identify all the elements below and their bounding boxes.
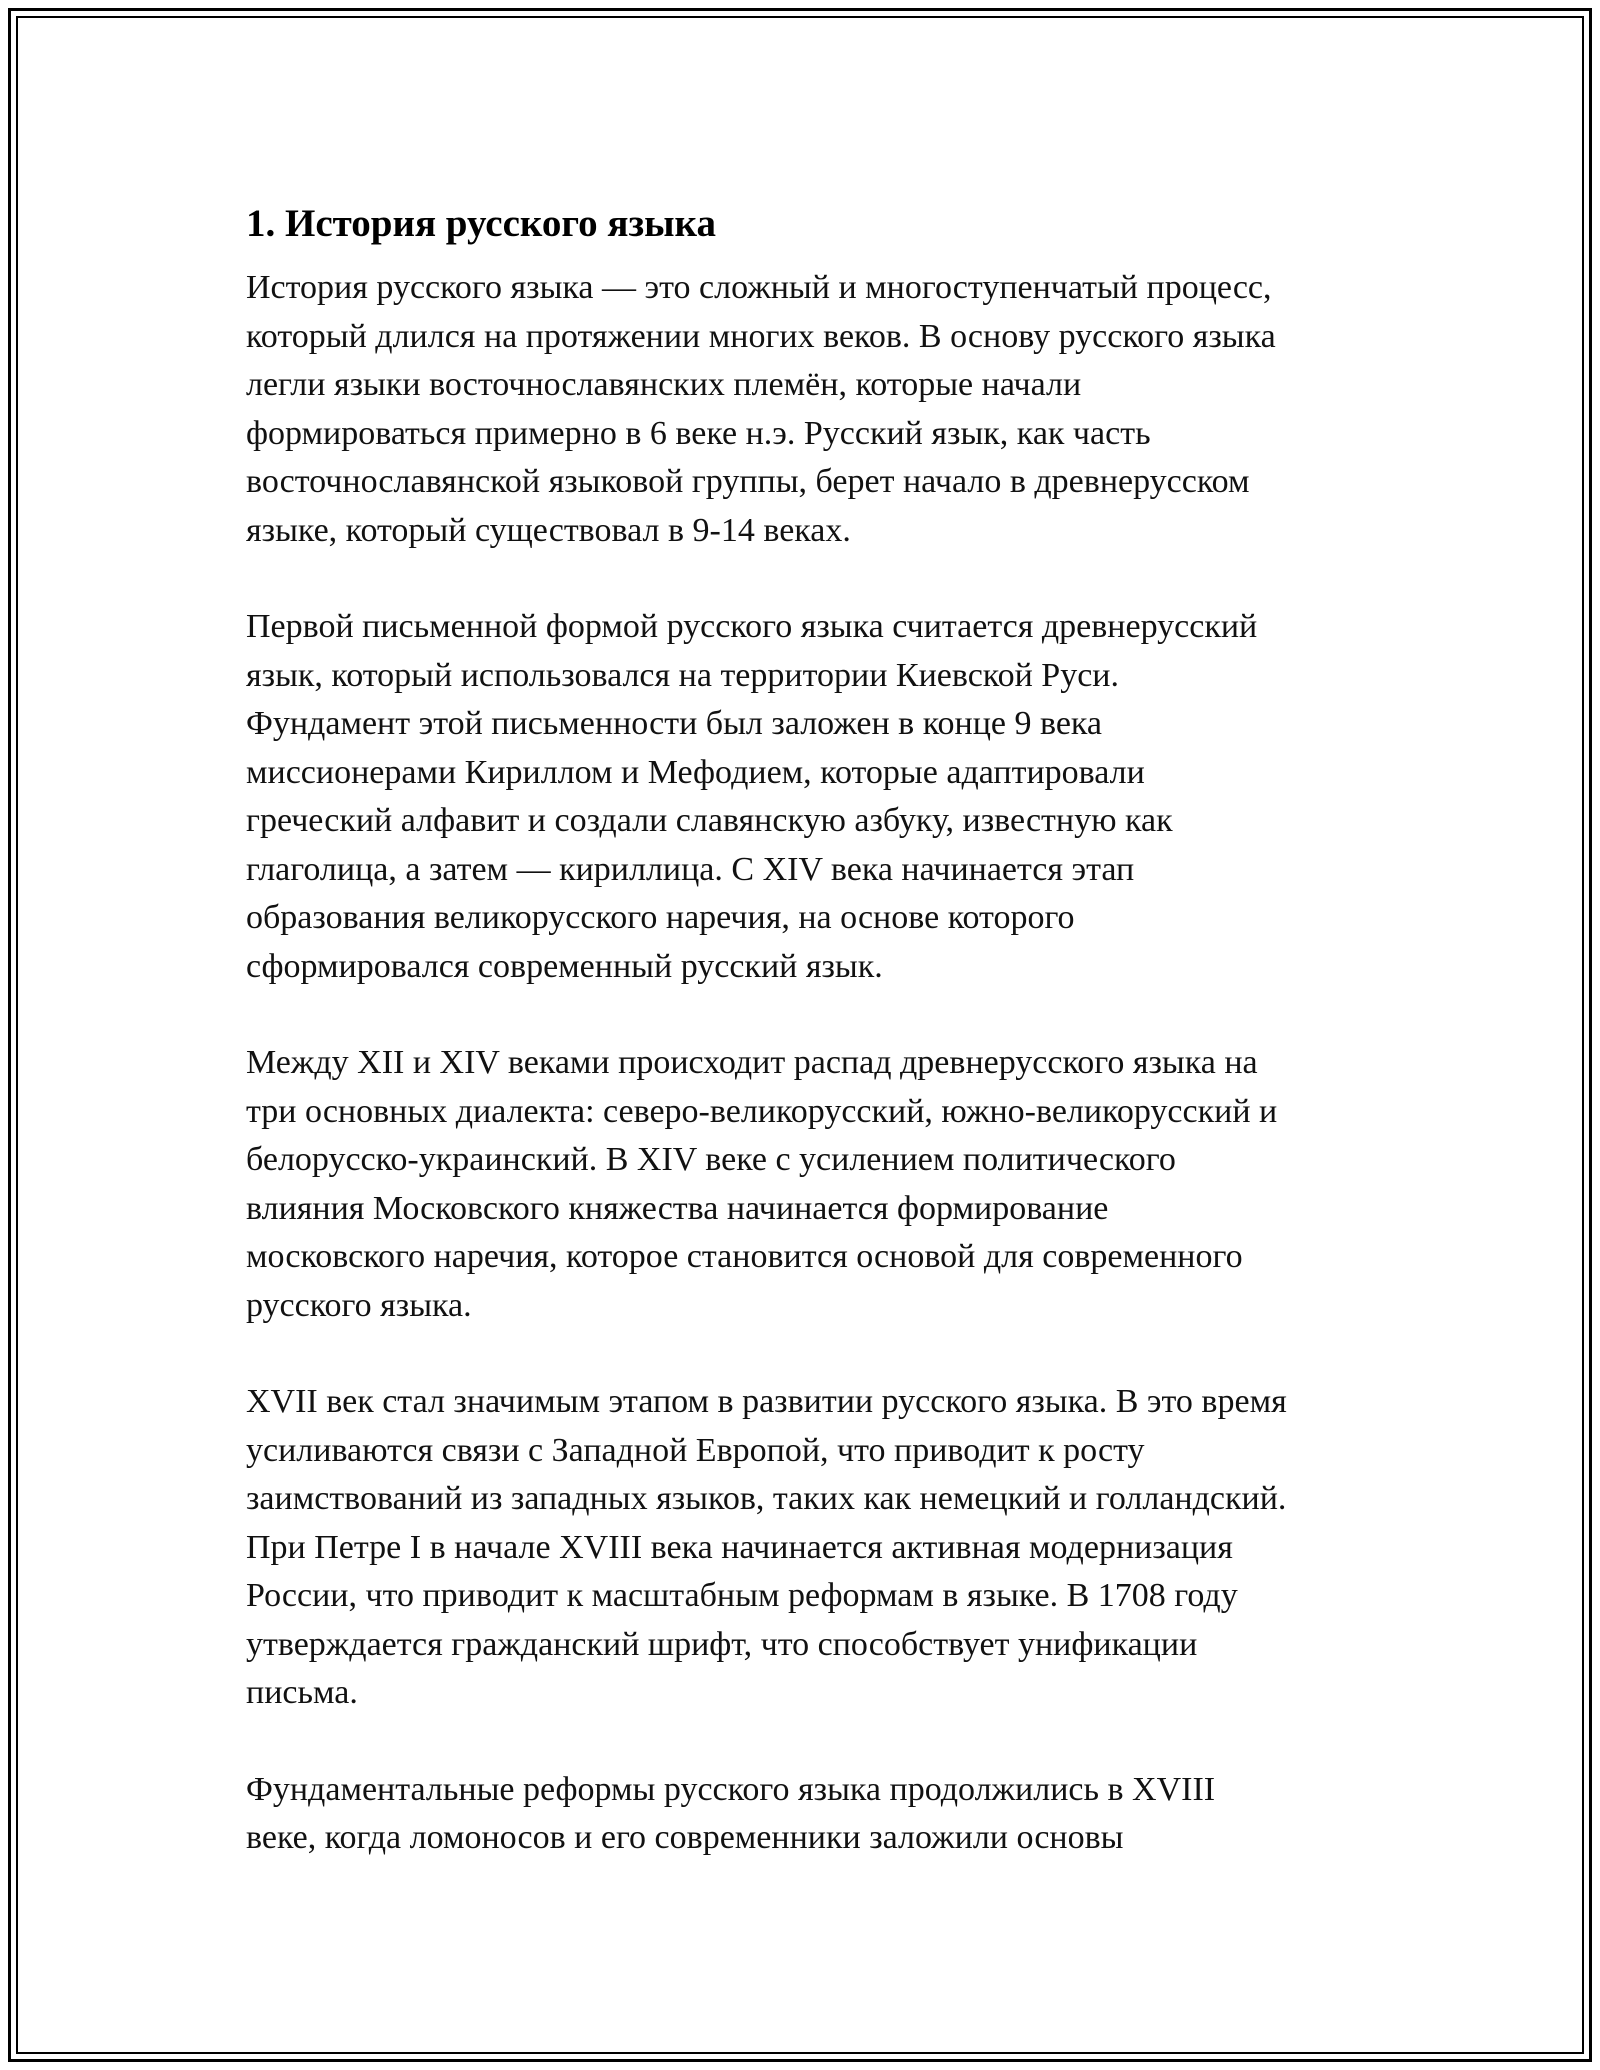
- document-body: [246, 196, 1406, 1911]
- paragraph-4: [246, 1378, 1406, 1718]
- text-line: который длился на протяжении многих веков. В основу русского языка: [246, 317, 1276, 355]
- paragraph-3: [246, 1039, 1406, 1330]
- text-line: веке, когда ломоносов и его современники заложили основы: [246, 1819, 1124, 1856]
- text-line: заимствований из западных языков, таких как немецкий и голландский.: [246, 1480, 1287, 1517]
- text-line: греческий алфавит и создали славянскую азбуку, известную как: [246, 802, 1173, 839]
- text-line: утверждается гражданский шрифт, что способствует унификации: [246, 1625, 1198, 1663]
- paragraph-5: [246, 1766, 1406, 1863]
- text-line: России, что приводит к масштабным реформам в языке. В 1708 году: [246, 1577, 1238, 1614]
- paragraph-2: [246, 603, 1406, 991]
- text-line: При Петре I в начале XVIII века начинается активная модернизация: [246, 1528, 1233, 1566]
- text-line: письма.: [246, 1674, 358, 1711]
- text-line: Фундамент этой письменности был заложен в конце 9 века: [246, 705, 1103, 742]
- text-line: миссионерами Кириллом и Мефодием, которые адаптировали: [246, 753, 1145, 791]
- text-line: глаголица, а затем — кириллица. С XIV века начинается этап: [246, 850, 1135, 888]
- text-line: язык, который использовался на территории Киевской Руси.: [246, 656, 1119, 694]
- text-line: образования великорусского наречия, на основе которого: [246, 899, 1075, 936]
- text-line: влияния Московского княжества начинается формирование: [246, 1189, 1109, 1227]
- text-line: восточнославянской языковой группы, берет начало в древнерусском: [246, 463, 1250, 500]
- page-border: [8, 8, 1592, 2062]
- text-line: Фундаментальные реформы русского языка продолжились в XVIII: [246, 1770, 1216, 1808]
- text-line: языке, который существовал в 9-14 веках.: [246, 511, 851, 549]
- text-line: Между XII и XIV веками происходит распад древнерусского языка на: [246, 1044, 1258, 1081]
- paragraph-1: [246, 264, 1406, 555]
- text-line: История русского языка — это сложный и многоступенчатый процесс,: [246, 269, 1272, 306]
- text-line: белорусско-украинский. В XIV веке с усилением политического: [246, 1141, 1176, 1178]
- text-line: формироваться примерно в 6 веке н.э. Русский язык, как часть: [246, 414, 1151, 452]
- text-line: московского наречия, которое становится основой для современного: [246, 1238, 1243, 1275]
- text-line: усиливаются связи с Западной Европой, что приводит к росту: [246, 1431, 1145, 1469]
- text-line: три основных диалекта: северо-великорусский, южно-великорусский и: [246, 1092, 1278, 1130]
- text-line: легли языки восточнославянских племён, которые начали: [246, 366, 1082, 403]
- text-line: русского языка.: [246, 1286, 472, 1324]
- text-line: Первой письменной формой русского языка считается древнерусский: [246, 608, 1258, 645]
- section-heading: 1. История русского языка: [246, 202, 716, 245]
- text-line: XVII век стал значимым этапом в развитии русского языка. В это время: [246, 1383, 1287, 1420]
- text-line: сформировался современный русский язык.: [246, 947, 883, 985]
